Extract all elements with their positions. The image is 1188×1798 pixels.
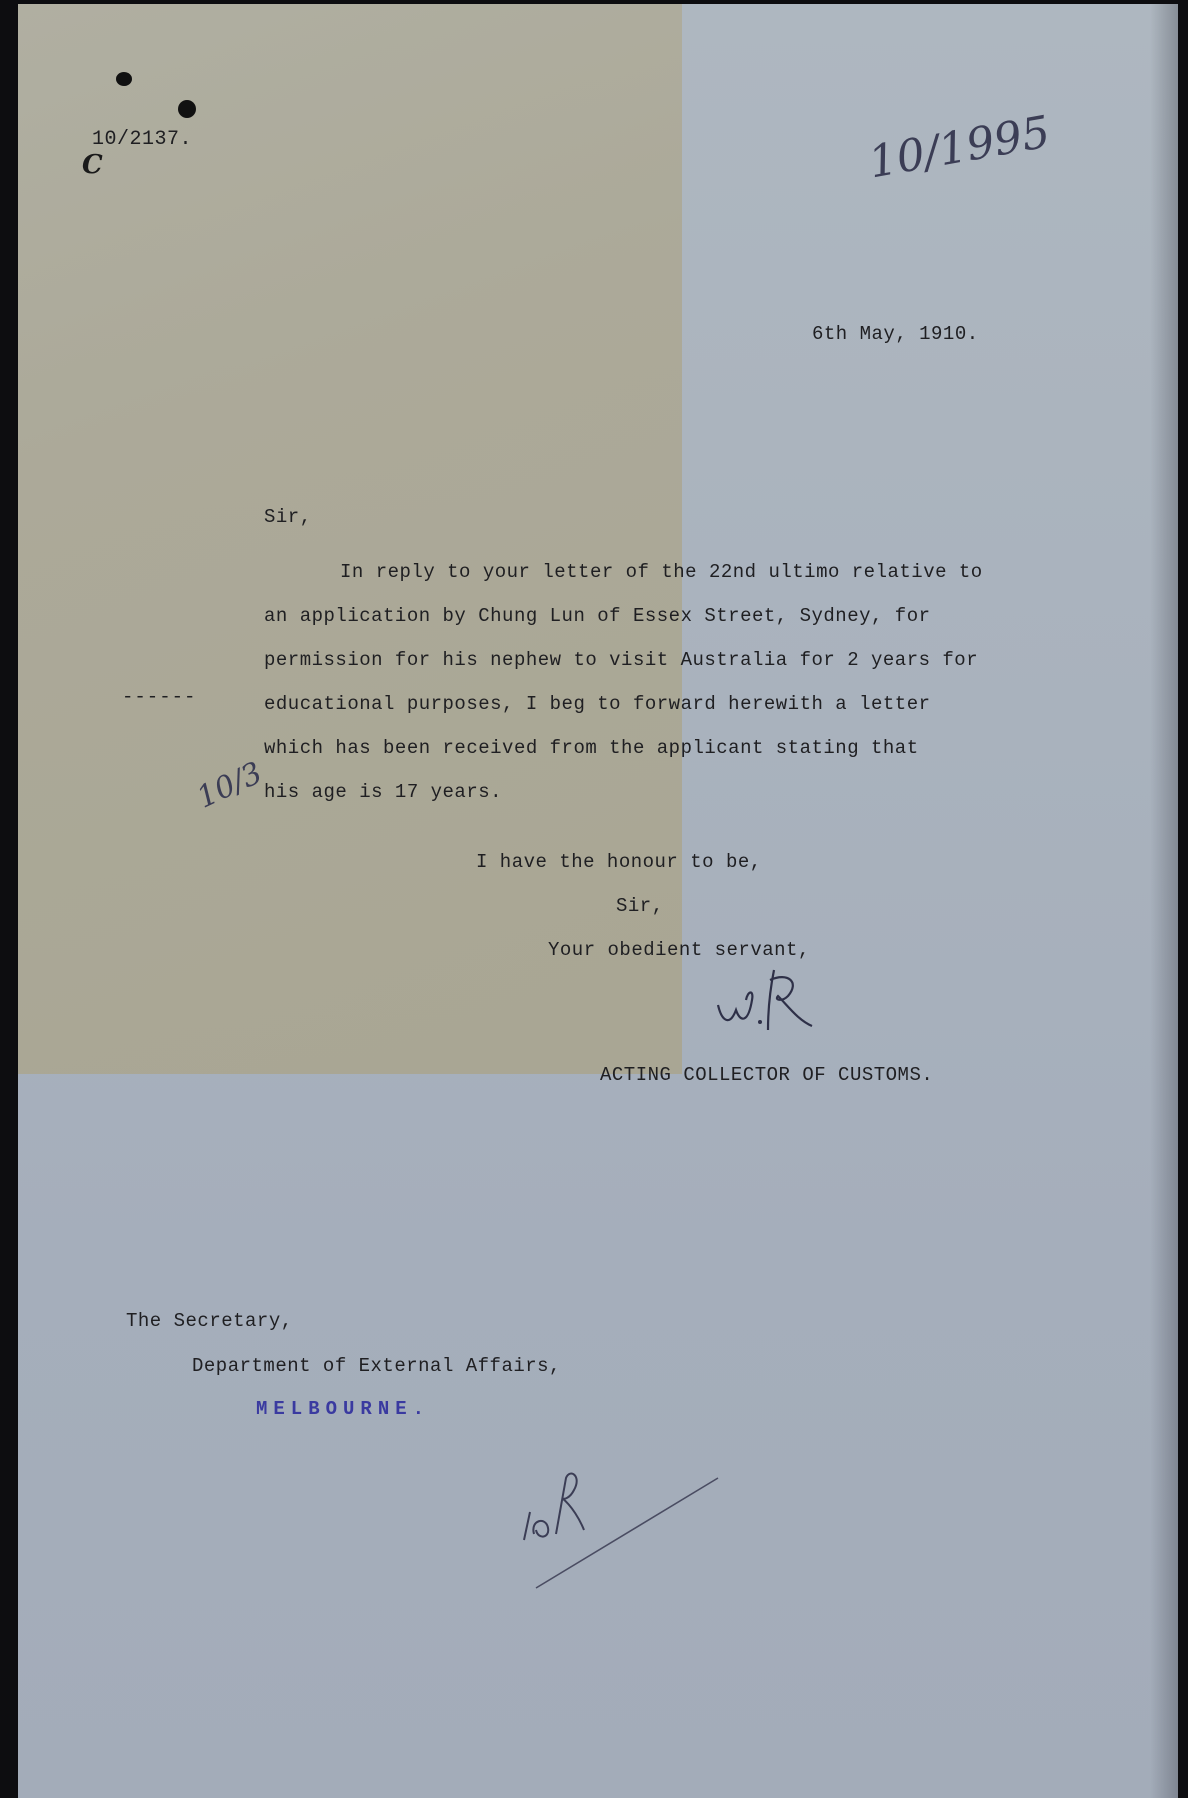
body-line: permission for his nephew to visit Australia for 2 years for — [264, 649, 979, 671]
page-edge-shadow — [1150, 4, 1178, 1798]
closing-block — [476, 840, 810, 972]
margin-dashes: ------ — [122, 686, 197, 708]
body-line: which has been received from the applicant stating that — [264, 737, 919, 759]
body-line: In reply to your letter of the 22nd ultimo relative to — [340, 561, 983, 583]
body-line: his age is 17 years. — [264, 781, 503, 803]
signoff-title: ACTING COLLECTOR OF CUSTOMS. — [600, 1064, 934, 1086]
signature-initials — [708, 960, 818, 1040]
handwritten-margin-note: 10/3 — [191, 755, 268, 816]
closing-line: I have the honour to be, — [476, 851, 762, 873]
addressee-city: MELBOURNE. — [256, 1398, 431, 1420]
addressee-title: The Secretary, — [126, 1310, 293, 1332]
footer-handwritten-mark — [500, 1440, 730, 1600]
closing-line: Sir, — [616, 895, 664, 917]
reference-prefix: C — [82, 150, 103, 180]
body-line: educational purposes, I beg to forward herewith a letter — [264, 693, 931, 715]
reference-number: 10/2137. — [92, 128, 193, 151]
ink-blot — [178, 100, 196, 118]
salutation: Sir, — [264, 506, 312, 528]
body-line: an application by Chung Lun of Essex Street, Sydney, for — [264, 605, 931, 627]
ink-blot — [116, 72, 132, 86]
closing-line: Your obedient servant, — [548, 939, 810, 961]
handwritten-file-number: 10/1995 — [864, 106, 1054, 189]
addressee-department: Department of External Affairs, — [192, 1355, 561, 1377]
letter-body — [264, 550, 983, 814]
letter-date: 6th May, 1910. — [812, 323, 979, 345]
